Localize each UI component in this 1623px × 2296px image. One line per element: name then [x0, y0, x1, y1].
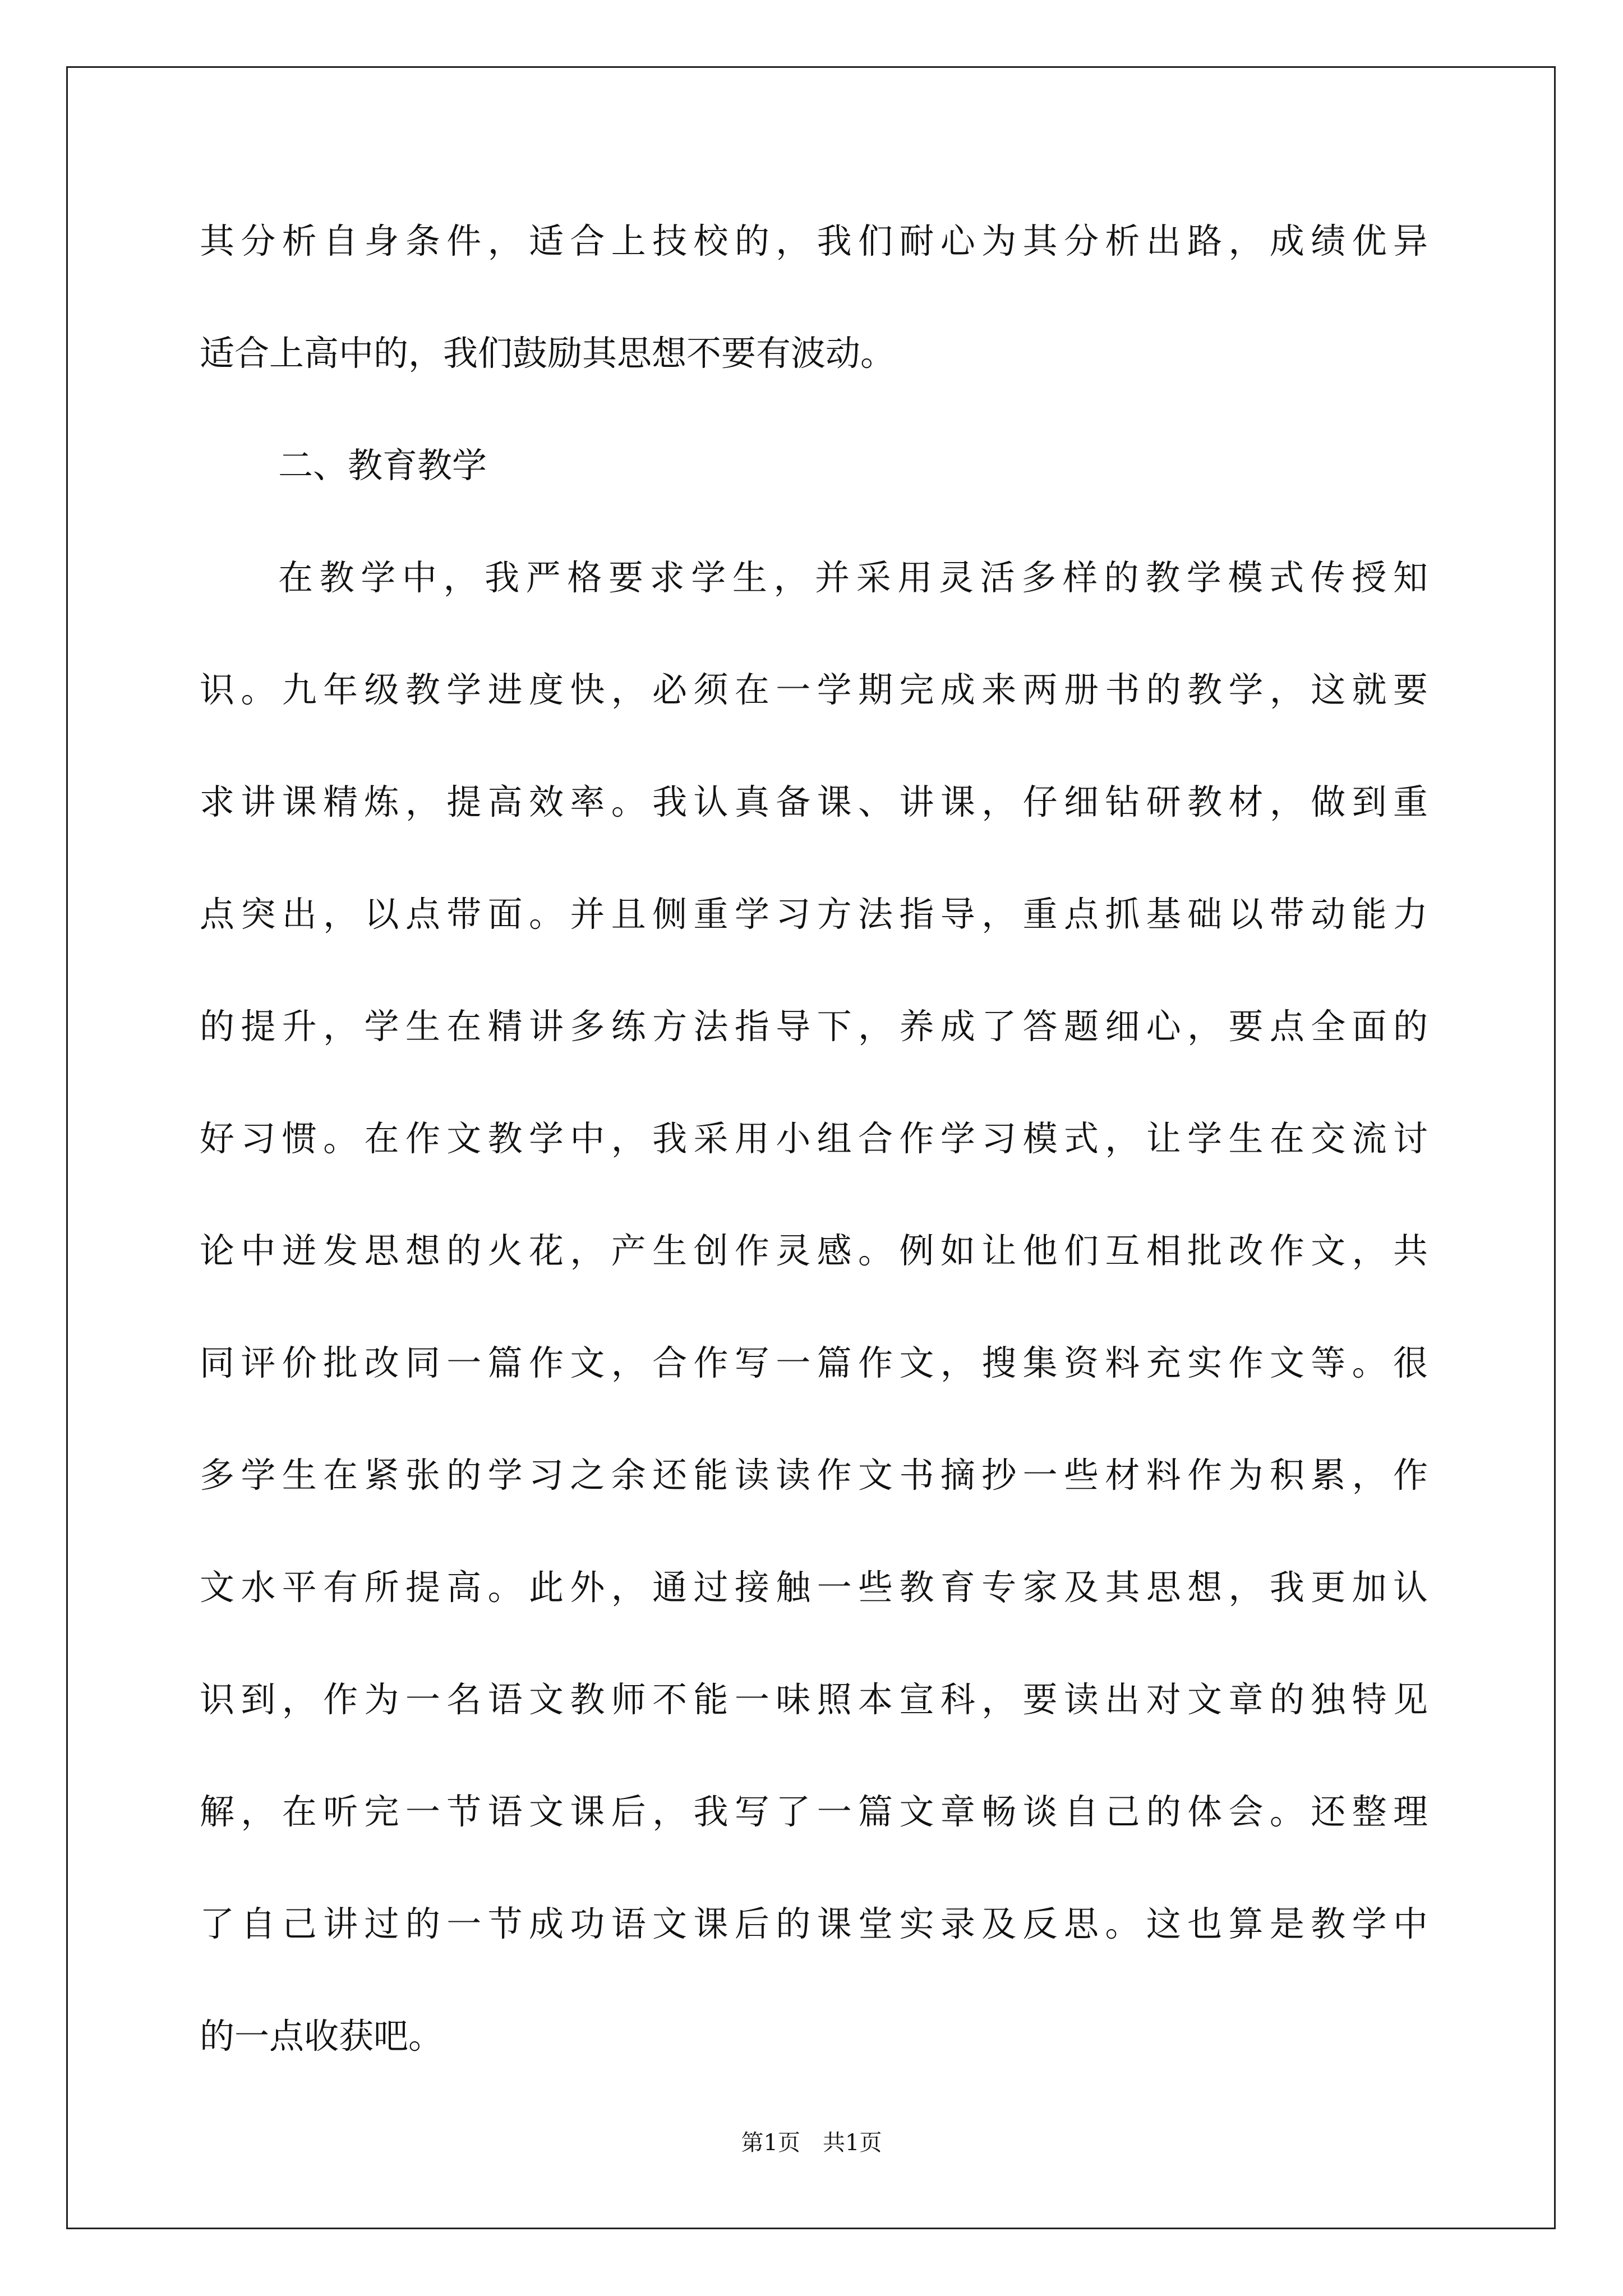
section-heading: 二、教育教学 [278, 445, 487, 486]
paragraph-line: 多学生在紧张的学习之余还能读读作文书摘抄一些材料作为积累，作 [200, 1455, 1428, 1496]
document-body [200, 213, 1428, 2120]
paragraph-line: 点突出，以点带面。并且侧重学习方法指导，重点抓基础以带动能力 [200, 894, 1428, 935]
paragraph-line: 论中迸发思想的火花，产生创作灵感。例如让他们互相批改作文，共 [200, 1230, 1428, 1271]
paragraph-line: 其分析自身条件，适合上技校的，我们耐心为其分析出路，成绩优异 [200, 220, 1428, 261]
paragraph-line: 适合上高中的，我们鼓励其思想不要有波动。 [200, 333, 896, 374]
paragraph-line: 同评价批改同一篇作文，合作写一篇作文，搜集资料充实作文等。很 [200, 1342, 1428, 1383]
paragraph-line: 求讲课精炼，提高效率。我认真备课、讲课，仔细钻研教材，做到重 [200, 781, 1428, 822]
paragraph-line: 的一点收获吧。 [200, 2016, 444, 2056]
paragraph-line: 的提升，学生在精讲多练方法指导下，养成了答题细心，要点全面的 [200, 1006, 1428, 1047]
paragraph-line: 识到，作为一名语文教师不能一味照本宣科，要读出对文章的独特见 [200, 1679, 1428, 1720]
paragraph-line: 识。九年级教学进度快，必须在一学期完成来两册书的教学，这就要 [200, 669, 1428, 710]
page-number-footer: 第1页 共1页 [741, 2130, 882, 2156]
paragraph-line: 文水平有所提高。此外，通过接触一些教育专家及其思想，我更加认 [200, 1567, 1428, 1608]
paragraph-line: 在教学中，我严格要求学生，并采用灵活多样的教学模式传授知 [278, 557, 1428, 598]
paragraph-line: 好习惯。在作文教学中，我采用小组合作学习模式，让学生在交流讨 [200, 1118, 1428, 1159]
paragraph-line: 解，在听完一节语文课后，我写了一篇文章畅谈自己的体会。还整理 [200, 1791, 1428, 1832]
paragraph-line: 了自己讲过的一节成功语文课后的课堂实录及反思。这也算是教学中 [200, 1903, 1428, 1944]
